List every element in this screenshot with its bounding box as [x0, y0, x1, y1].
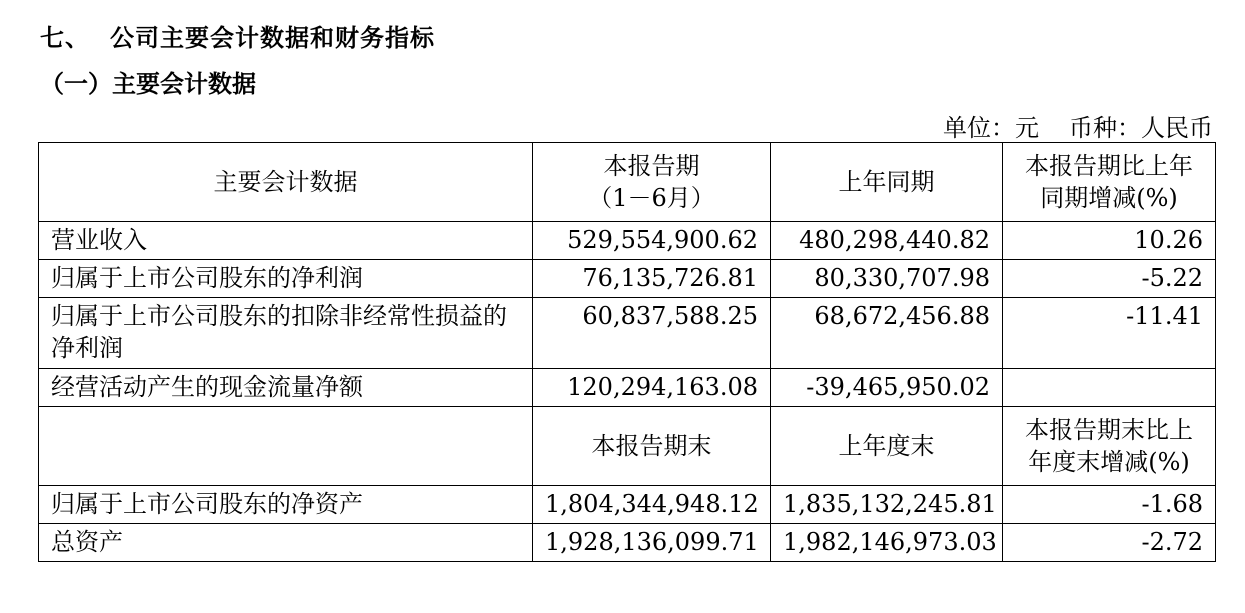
value-cell: -2.72 — [1003, 524, 1216, 562]
section-number: 七、 — [40, 24, 90, 52]
value-cell: 1,804,344,948.12 — [533, 486, 771, 524]
row-label-cell: 归属于上市公司股东的净利润 — [39, 260, 533, 298]
header-cell — [39, 407, 533, 486]
section-title: 公司主要会计数据和财务指标 — [110, 24, 435, 52]
value-cell: 1,928,136,099.71 — [533, 524, 771, 562]
value-cell: -5.22 — [1003, 260, 1216, 298]
header-cell: 上年度末 — [771, 407, 1003, 486]
value-cell: 120,294,163.08 — [533, 369, 771, 407]
row-label-cell: 营业收入 — [39, 222, 533, 260]
value-cell: -39,465,950.02 — [771, 369, 1003, 407]
value-cell — [1003, 369, 1216, 407]
table-header-row — [39, 143, 1216, 222]
table-header-row — [39, 407, 1216, 486]
value-cell: -1.68 — [1003, 486, 1216, 524]
table-row — [39, 260, 1216, 298]
table-row — [39, 369, 1216, 407]
accounting-data-table — [38, 142, 1216, 562]
table-row — [39, 222, 1216, 260]
header-cell: 本报告期末 — [533, 407, 771, 486]
unit-note — [943, 108, 1213, 143]
value-cell: 76,135,726.81 — [533, 260, 771, 298]
value-cell: 1,835,132,245.81 — [771, 486, 1003, 524]
value-cell: 529,554,900.62 — [533, 222, 771, 260]
header-cell: 上年同期 — [771, 143, 1003, 222]
table-row — [39, 298, 1216, 369]
row-label-cell: 归属于上市公司股东的净资产 — [39, 486, 533, 524]
value-cell: 1,982,146,973.03 — [771, 524, 1003, 562]
subsection-heading: （一）主要会计数据 — [40, 70, 256, 98]
currency-label: 币种：人民币 — [1069, 114, 1213, 142]
value-cell: 60,837,588.25 — [533, 298, 771, 369]
section-heading — [40, 18, 435, 53]
header-cell: 主要会计数据 — [39, 143, 533, 222]
table-row — [39, 486, 1216, 524]
value-cell: 80,330,707.98 — [771, 260, 1003, 298]
unit-label: 单位：元 — [943, 114, 1039, 142]
row-label-cell: 经营活动产生的现金流量净额 — [39, 369, 533, 407]
row-label-cell: 总资产 — [39, 524, 533, 562]
value-cell: 68,672,456.88 — [771, 298, 1003, 369]
value-cell: -11.41 — [1003, 298, 1216, 369]
row-label-cell: 归属于上市公司股东的扣除非经常性损益的净利润 — [39, 298, 533, 369]
header-cell: 本报告期比上年 同期增减(%) — [1003, 143, 1216, 222]
table-row — [39, 524, 1216, 562]
value-cell: 480,298,440.82 — [771, 222, 1003, 260]
value-cell: 10.26 — [1003, 222, 1216, 260]
header-cell: 本报告期 （1－6月） — [533, 143, 771, 222]
header-cell: 本报告期末比上 年度末增减(%) — [1003, 407, 1216, 486]
